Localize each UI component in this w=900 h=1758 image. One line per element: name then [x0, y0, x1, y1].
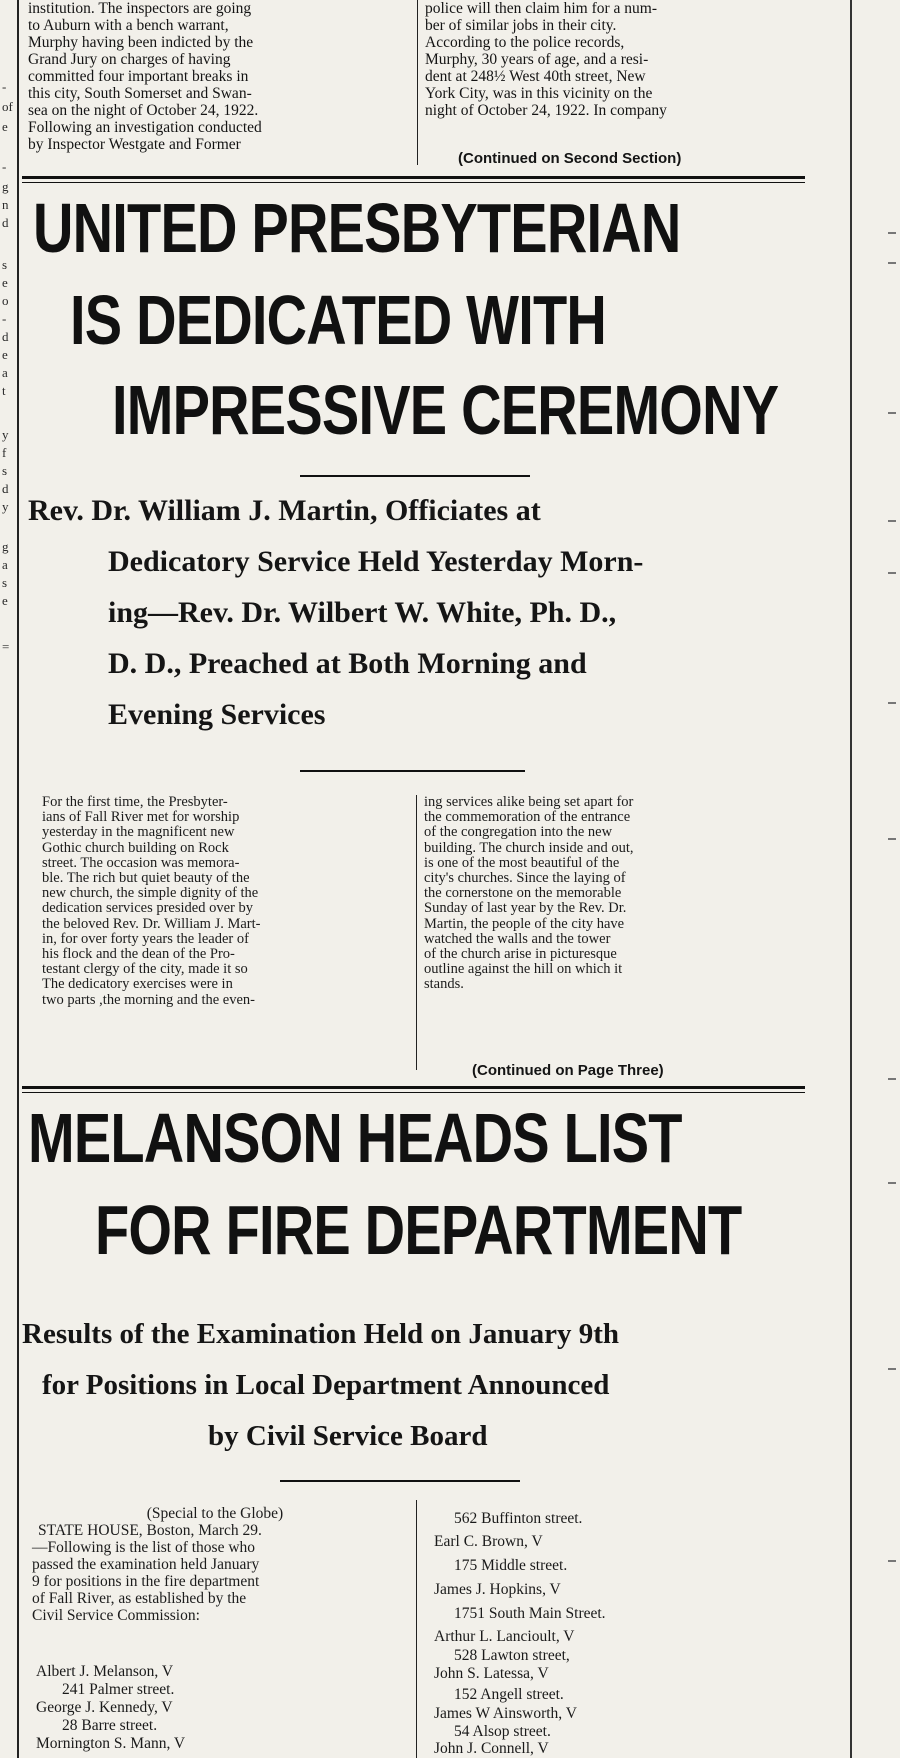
- special-dateline: (Special to the Globe): [146, 1505, 284, 1522]
- list-item: 152 Angell street.: [454, 1686, 564, 1703]
- text-line: Murphy having been indicted by the: [28, 34, 254, 51]
- list-item: 528 Lawton street,: [454, 1647, 570, 1664]
- deck-line-3: by Civil Service Board: [208, 1420, 488, 1452]
- text-line: outline against the hill on which it: [424, 961, 623, 978]
- text-line: Gothic church building on Rock: [42, 839, 229, 856]
- deck-line-5: Evening Services: [108, 698, 326, 731]
- story2-intro: [32, 1505, 398, 1624]
- text-line: ing services alike being set apart for: [424, 794, 634, 810]
- text-line: of the church arise in picturesque: [424, 946, 617, 963]
- deck-line-1: Rev. Dr. William J. Martin, Officiates at: [28, 494, 541, 527]
- text-line: city's churches. Since the laying of: [424, 870, 626, 887]
- list-item: Earl C. Brown, V: [434, 1533, 543, 1550]
- text-line: watched the walls and the tower: [424, 930, 611, 947]
- list-item: John J. Connell, V: [434, 1740, 549, 1757]
- text-line: institution. The inspectors are going: [28, 0, 252, 17]
- deck-line-4: D. D., Preached at Both Morning and: [108, 647, 587, 680]
- text-line: Following an investigation conducted: [28, 119, 262, 136]
- section-rule: [22, 176, 805, 179]
- text-line: is one of the most beautiful of the: [424, 854, 620, 871]
- story1-body-right: [424, 795, 802, 993]
- list-item: James W Ainsworth, V: [434, 1705, 577, 1722]
- text-line: sea on the night of October 24, 1922.: [28, 102, 259, 119]
- text-line: building. The church inside and out,: [424, 839, 634, 856]
- text-line: the commemoration of the entrance: [424, 809, 631, 826]
- story1-body-left: [42, 795, 405, 1008]
- text-line: of Fall River, as established by the: [32, 1590, 247, 1607]
- list-item: 241 Palmer street.: [62, 1681, 175, 1698]
- text-line: yesterday in the magnificent new: [42, 824, 235, 841]
- text-line: According to the police records,: [425, 34, 625, 51]
- text-line: the cornerstone on the memorable: [424, 885, 622, 902]
- text-line: testant clergy of the city, made it so: [42, 961, 248, 978]
- text-line: stands.: [424, 976, 464, 993]
- text-line: The dedicatory exercises were in: [42, 976, 233, 993]
- list-item: 28 Barre street.: [62, 1717, 158, 1734]
- text-line: passed the examination held January: [32, 1556, 260, 1573]
- text-line: Murphy, 30 years of age, and a resi-: [425, 51, 649, 68]
- list-item: 54 Alsop street.: [454, 1723, 551, 1740]
- continued-note: (Continued on Second Section): [458, 150, 682, 167]
- top-left-article-fragment: [28, 0, 410, 153]
- deck-line-2: Dedicatory Service Held Yesterday Morn-: [108, 545, 644, 578]
- text-line: Sunday of last year by the Rev. Dr.: [424, 900, 627, 917]
- text-line: the beloved Rev. Dr. William J. Mart-: [42, 915, 261, 932]
- text-line: two parts ,the morning and the even-: [42, 991, 256, 1008]
- text-line: 9 for positions in the fire department: [32, 1573, 260, 1590]
- list-item: Mornington S. Mann, V: [36, 1735, 186, 1752]
- deck-divider: [300, 770, 525, 772]
- text-line: of the congregation into the new: [424, 824, 613, 841]
- top-right-article-fragment: [425, 0, 810, 119]
- column-divider: [416, 1500, 417, 1758]
- text-line: STATE HOUSE, Boston, March 29.: [38, 1522, 262, 1539]
- text-line: Martin, the people of the city have: [424, 915, 625, 932]
- text-line: to Auburn with a bench warrant,: [28, 17, 229, 34]
- text-line: in, for over forty years the leader of: [42, 930, 249, 947]
- column-divider: [416, 795, 417, 1070]
- deck-line-3: ing—Rev. Dr. Wilbert W. White, Ph. D.,: [108, 596, 617, 629]
- headline-line-1: UNITED PRESBYTERIAN: [33, 189, 681, 267]
- text-line: street. The occasion was memora-: [42, 854, 240, 871]
- deck-line-2: for Positions in Local Department Announced: [42, 1369, 610, 1401]
- text-line: Grand Jury on charges of having: [28, 51, 231, 68]
- list-item: 175 Middle street.: [454, 1557, 568, 1574]
- deck-divider: [280, 1480, 520, 1482]
- text-line: this city, South Somerset and Swan-: [28, 85, 252, 102]
- headline-divider: [300, 475, 530, 477]
- text-line: —Following is the list of those who: [32, 1539, 256, 1556]
- list-item: John S. Latessa, V: [434, 1665, 549, 1682]
- headline-line-2: FOR FIRE DEPARTMENT: [95, 1191, 742, 1269]
- left-margin-fragments: - of e - g n d s e o - d e a t y f s d y g a s e =: [2, 79, 13, 654]
- list-item: George J. Kennedy, V: [36, 1699, 173, 1716]
- text-line: dent at 248½ West 40th street, New: [425, 68, 646, 85]
- text-line: ble. The rich but quiet beauty of the: [42, 870, 250, 887]
- text-line: ians of Fall River met for worship: [42, 809, 240, 826]
- text-line: by Inspector Westgate and Former: [28, 136, 241, 153]
- text-line: his flock and the dean of the Pro-: [42, 946, 235, 963]
- text-line: For the first time, the Presbyter-: [42, 794, 228, 810]
- text-line: police will then claim him for a num-: [425, 0, 658, 17]
- section-rule-thin: [22, 1092, 805, 1093]
- right-margin-marks: [830, 0, 900, 1758]
- left-column-rule: [17, 0, 19, 1758]
- text-line: new church, the simple dignity of the: [42, 885, 259, 902]
- headline-line-3: IMPRESSIVE CEREMONY: [112, 371, 779, 449]
- list-item: 562 Buffinton street.: [454, 1510, 583, 1527]
- column-divider: [417, 0, 418, 165]
- list-item: James J. Hopkins, V: [434, 1581, 561, 1598]
- text-line: night of October 24, 1922. In company: [425, 102, 667, 119]
- headline-line-1: MELANSON HEADS LIST: [28, 1099, 682, 1177]
- text-line: committed four important breaks in: [28, 68, 249, 85]
- list-item: Arthur L. Lancioult, V: [434, 1628, 575, 1645]
- continued-note: (Continued on Page Three): [472, 1062, 664, 1079]
- list-item: Albert J. Melanson, V: [36, 1663, 174, 1680]
- list-item: 1751 South Main Street.: [454, 1605, 606, 1622]
- text-line: York City, was in this vicinity on the: [425, 85, 653, 102]
- text-line: Civil Service Commission:: [32, 1607, 200, 1624]
- deck-line-1: Results of the Examination Held on January 9th: [22, 1318, 619, 1350]
- section-rule-thin: [22, 182, 805, 183]
- text-line: ber of similar jobs in their city.: [425, 17, 617, 34]
- section-rule: [22, 1086, 805, 1089]
- headline-line-2: IS DEDICATED WITH: [70, 281, 607, 359]
- text-line: dedication services presided over by: [42, 900, 253, 917]
